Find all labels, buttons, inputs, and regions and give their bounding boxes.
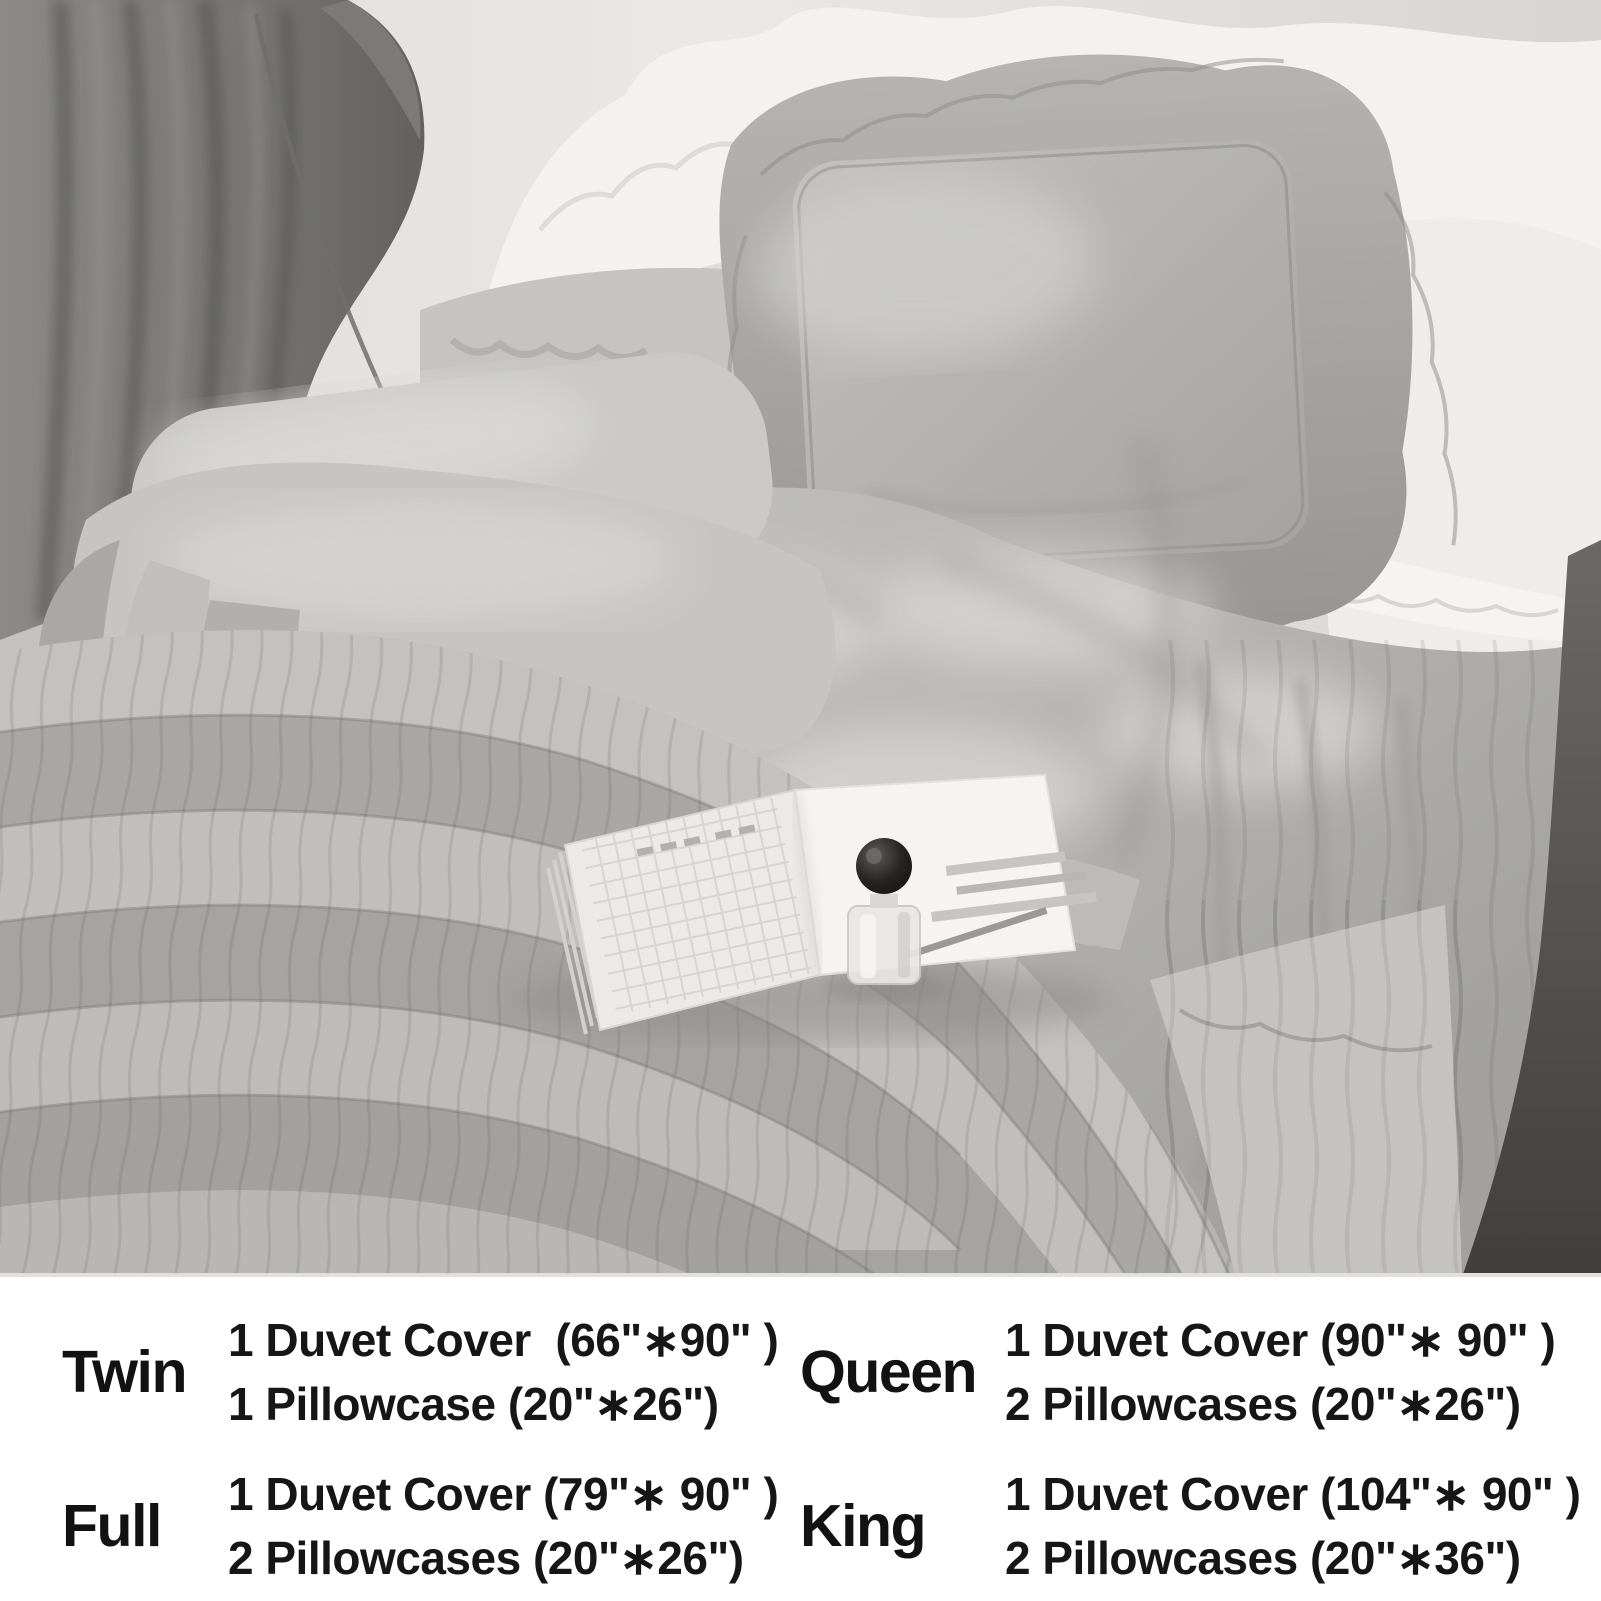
size-specs-king — [1005, 1462, 1580, 1590]
spec-line-duvet: 1 Duvet Cover (79"∗ 90" ) — [228, 1468, 779, 1520]
size-label-queen: Queen — [800, 1339, 977, 1405]
spec-line-pillow: 2 Pillowcases (20"∗26") — [228, 1532, 744, 1584]
size-row-queen — [800, 1307, 1555, 1437]
spec-line-pillow: 2 Pillowcases (20"∗36") — [1005, 1532, 1521, 1584]
size-row-full — [62, 1461, 778, 1591]
bed-skirt — [1150, 900, 1470, 1277]
spec-line-pillow: 2 Pillowcases (20"∗26") — [1005, 1378, 1521, 1430]
size-label-twin: Twin — [62, 1339, 186, 1405]
size-row-king — [800, 1461, 1580, 1591]
spec-line-duvet: 1 Duvet Cover (66"∗90" ) — [228, 1314, 779, 1366]
spec-line-duvet: 1 Duvet Cover (104"∗ 90" ) — [1005, 1468, 1581, 1520]
spec-line-pillow: 1 Pillowcase (20"∗26") — [228, 1378, 719, 1430]
size-specs-twin — [228, 1308, 778, 1436]
spec-line-duvet: 1 Duvet Cover (90"∗ 90" ) — [1005, 1314, 1556, 1366]
size-label-king: King — [800, 1493, 926, 1559]
size-chart-section — [0, 1277, 1601, 1601]
size-specs-full — [228, 1462, 778, 1590]
size-specs-queen — [1005, 1308, 1555, 1436]
size-label-full: Full — [62, 1493, 161, 1559]
size-row-twin — [62, 1307, 778, 1437]
